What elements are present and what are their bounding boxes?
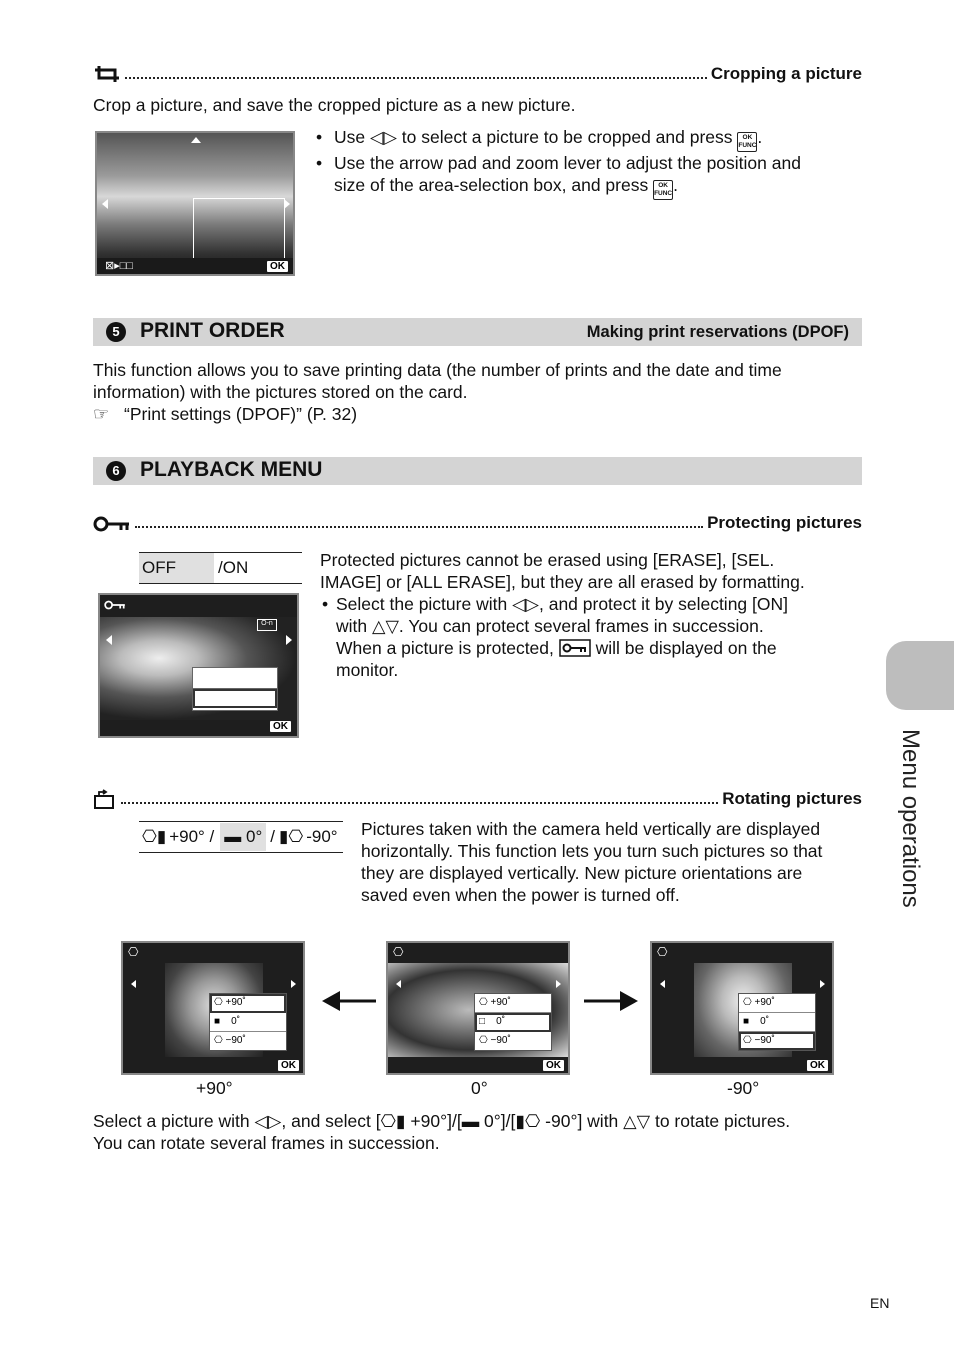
right-arrow-icon (291, 980, 296, 988)
side-tab (886, 641, 954, 710)
rotate-menu (738, 993, 816, 1051)
rotate-line-4: saved even when the power is turned off. (361, 885, 680, 905)
rotate-plus90-icon: ⎔ (479, 997, 488, 1008)
playback-menu-bar (93, 457, 862, 485)
key-icon (104, 599, 126, 611)
rotate-minus90-icon: ▮⎔ (279, 827, 304, 846)
ref-text: “Print settings (DPOF)” (P. 32) (124, 404, 358, 424)
caption-zero: 0° (471, 1078, 488, 1098)
rotate-line-2: horizontally. This function lets you turn such pictures so that (361, 841, 823, 861)
option-off: OFF (139, 553, 214, 583)
landscape-icon: ▬ (461, 1111, 480, 1131)
rotate-heading: Rotating pictures (722, 789, 862, 808)
ok-badge: OK (278, 1060, 299, 1071)
right-arrow-icon (284, 199, 290, 209)
up-arrow-icon (191, 137, 201, 143)
playback-menu-title: PLAYBACK MENU (140, 458, 323, 481)
protect-line-1: Protected pictures cannot be erased using [ERASE], [SEL. (320, 550, 775, 570)
text: Use the arrow pad and zoom lever to adjust the position and (334, 153, 801, 173)
ok-badge: OK (543, 1060, 564, 1071)
separator: / (270, 827, 276, 846)
rotate-plus90-icon: ⎔▮ (380, 1111, 406, 1131)
crop-screen (95, 131, 295, 276)
text: will be displayed on the (590, 638, 777, 658)
text: monitor. (336, 660, 399, 680)
right-arrow-icon (820, 980, 825, 988)
protect-text (320, 549, 860, 681)
menu-minus90: ⎔ −90˚ (214, 1035, 246, 1046)
menu-plus90: ⎔ +90˚ (475, 994, 551, 1013)
rotate-plus90-icon: ⎔▮ (142, 827, 167, 846)
rotate-screen-plus90 (121, 941, 305, 1075)
ok-func-button-icon: OK FUNC (737, 132, 757, 152)
rotate-minus90-icon: ▮⎔ (515, 1111, 541, 1131)
right-arrow-icon (582, 987, 640, 1015)
menu-minus90: ⎔ −90˚ (739, 1032, 815, 1050)
menu-minus90: ⎔ −90˚ (479, 1035, 511, 1046)
crop-selection-box (193, 198, 285, 265)
print-order-subtitle: Making print reservations (DPOF) (586, 323, 849, 341)
rotate-line-3: they are displayed vertically. New picture orientations are (361, 863, 803, 883)
text: When a picture is protected, (336, 638, 559, 658)
rotate-bottom-line-1: Select a picture with ◁▷, and select [⎔▮ +90°]/[▬ 0°]/[▮⎔ -90°] with △▽ to rotate pictures. (93, 1111, 791, 1131)
landscape-icon: ■ (214, 1016, 221, 1027)
left-arrow-icon (396, 980, 401, 988)
side-tab-label-container (895, 725, 925, 908)
crop-intro: Crop a picture, and save the cropped picture as a new picture. (93, 95, 576, 115)
crop-bullet-2: • Use the arrow pad and zoom lever to adjust the position and size of the area-selection box, and press OK FUNC. (314, 152, 864, 200)
crop-heading: Cropping a picture (710, 64, 862, 83)
print-order-title: PRINT ORDER (140, 319, 285, 342)
rotate-menu (474, 993, 552, 1051)
left-arrow-icon (102, 199, 108, 209)
protect-popup-menu (192, 667, 278, 711)
key-icon (93, 515, 131, 533)
left-arrow-icon (320, 987, 378, 1015)
rotate-menu (209, 993, 287, 1051)
page-footer: EN (870, 1295, 890, 1311)
option-zero: ▬ 0° (220, 823, 266, 851)
protect-line-2: IMAGE] or [ALL ERASE], but they are all erased by formatting. (320, 572, 805, 592)
option-plus90: +90° / (169, 827, 215, 846)
text: size of the area-selection box, and press (334, 175, 654, 195)
up-down-arrows-icon: △▽ (371, 616, 399, 636)
left-right-arrows-icon: ◁▷ (512, 594, 539, 614)
protect-heading-row (93, 511, 862, 533)
ok-badge: OK (267, 261, 288, 272)
print-order-ref (93, 403, 357, 425)
protect-options (139, 552, 302, 584)
option-on: /ON (218, 558, 249, 577)
section-number: 5 (106, 322, 126, 342)
caption-plus90: +90° (196, 1078, 233, 1098)
landscape-icon: ■ (743, 1016, 750, 1027)
ok-badge: OK (807, 1060, 828, 1071)
landscape-icon: □ (479, 1016, 486, 1027)
key-box-icon (559, 639, 591, 657)
ok-func-button-icon: OK FUNC (653, 180, 673, 200)
rotate-bottom-line-2: You can rotate several frames in succession. (93, 1133, 440, 1153)
rotate-icon (93, 789, 117, 809)
side-tab-label: Menu operations (897, 729, 924, 908)
rotate-icon: ⎔ (393, 945, 404, 959)
rotate-minus90-icon: ⎔ (214, 1035, 223, 1046)
menu-plus90: ⎔ +90˚ (739, 994, 815, 1013)
leader-dots (135, 526, 703, 528)
text: Select the picture with (336, 594, 513, 614)
rotate-bottom-text (93, 1110, 873, 1154)
text: Use (334, 127, 370, 147)
text: , and protect it by selecting [ON] (538, 594, 788, 614)
option-minus90: -90° (306, 827, 338, 846)
print-order-bar (93, 318, 862, 346)
protect-bullet (320, 593, 860, 681)
leader-dots (125, 77, 707, 79)
rotate-plus90-icon: ⎔ (743, 997, 752, 1008)
menu-zero: ■ 0˚ (739, 1013, 815, 1032)
rotate-text (361, 818, 861, 906)
section-number: 6 (106, 461, 126, 481)
text: with (336, 616, 372, 636)
menu-zero: ■ 0˚ (210, 1013, 286, 1032)
rotate-screen-zero (386, 941, 570, 1075)
right-arrow-icon (286, 635, 292, 645)
crop-bullets (314, 126, 864, 200)
rotate-minus90-icon: ⎔ (479, 1035, 488, 1046)
menu-plus90: ⎔ +90˚ (210, 994, 286, 1013)
left-right-arrows-icon: ◁▷ (369, 127, 397, 147)
left-arrow-icon (131, 980, 136, 988)
rotate-heading-row (93, 787, 862, 809)
right-arrow-icon (556, 980, 561, 988)
rotate-screen-minus90 (650, 941, 834, 1075)
protect-indicator-icon: O-n (257, 619, 277, 631)
menu-zero: □ 0˚ (475, 1013, 551, 1032)
protect-screen (98, 593, 299, 738)
leader-dots (121, 802, 718, 804)
caption-minus90: -90° (727, 1078, 760, 1098)
text: to select a picture to be cropped and press (396, 127, 738, 147)
rotate-line-1: Pictures taken with the camera held vertically are displayed (361, 819, 821, 839)
left-arrow-icon (660, 980, 665, 988)
crop-bullet-1: • Use ◁▷ to select a picture to be cropped and press OK FUNC. (314, 126, 864, 152)
left-arrow-icon (106, 635, 112, 645)
crop-icon (93, 64, 121, 84)
ok-badge: OK (270, 721, 291, 732)
rotate-icon: ⎔ (128, 945, 139, 959)
pointing-hand-icon: ☞ (93, 404, 110, 424)
rotate-plus90-icon: ⎔ (214, 997, 223, 1008)
rotate-icon: ⎔ (657, 945, 668, 959)
crop-heading-row (93, 62, 862, 84)
up-down-arrows-icon: △▽ (623, 1111, 651, 1131)
text: . You can protect several frames in succession. (398, 616, 764, 636)
print-order-text-1: This function allows you to save printing data (the number of prints and the date and time (93, 360, 782, 380)
rotate-options (139, 821, 343, 853)
rotate-minus90-icon: ⎔ (743, 1035, 752, 1046)
protect-heading: Protecting pictures (707, 513, 862, 532)
landscape-icon: ▬ (224, 827, 242, 846)
print-order-text-2: information) with the pictures stored on the card. (93, 382, 468, 402)
left-right-arrows-icon: ◁▷ (254, 1111, 282, 1131)
zoom-frame-icon: ⊠▸□□ (105, 260, 134, 272)
